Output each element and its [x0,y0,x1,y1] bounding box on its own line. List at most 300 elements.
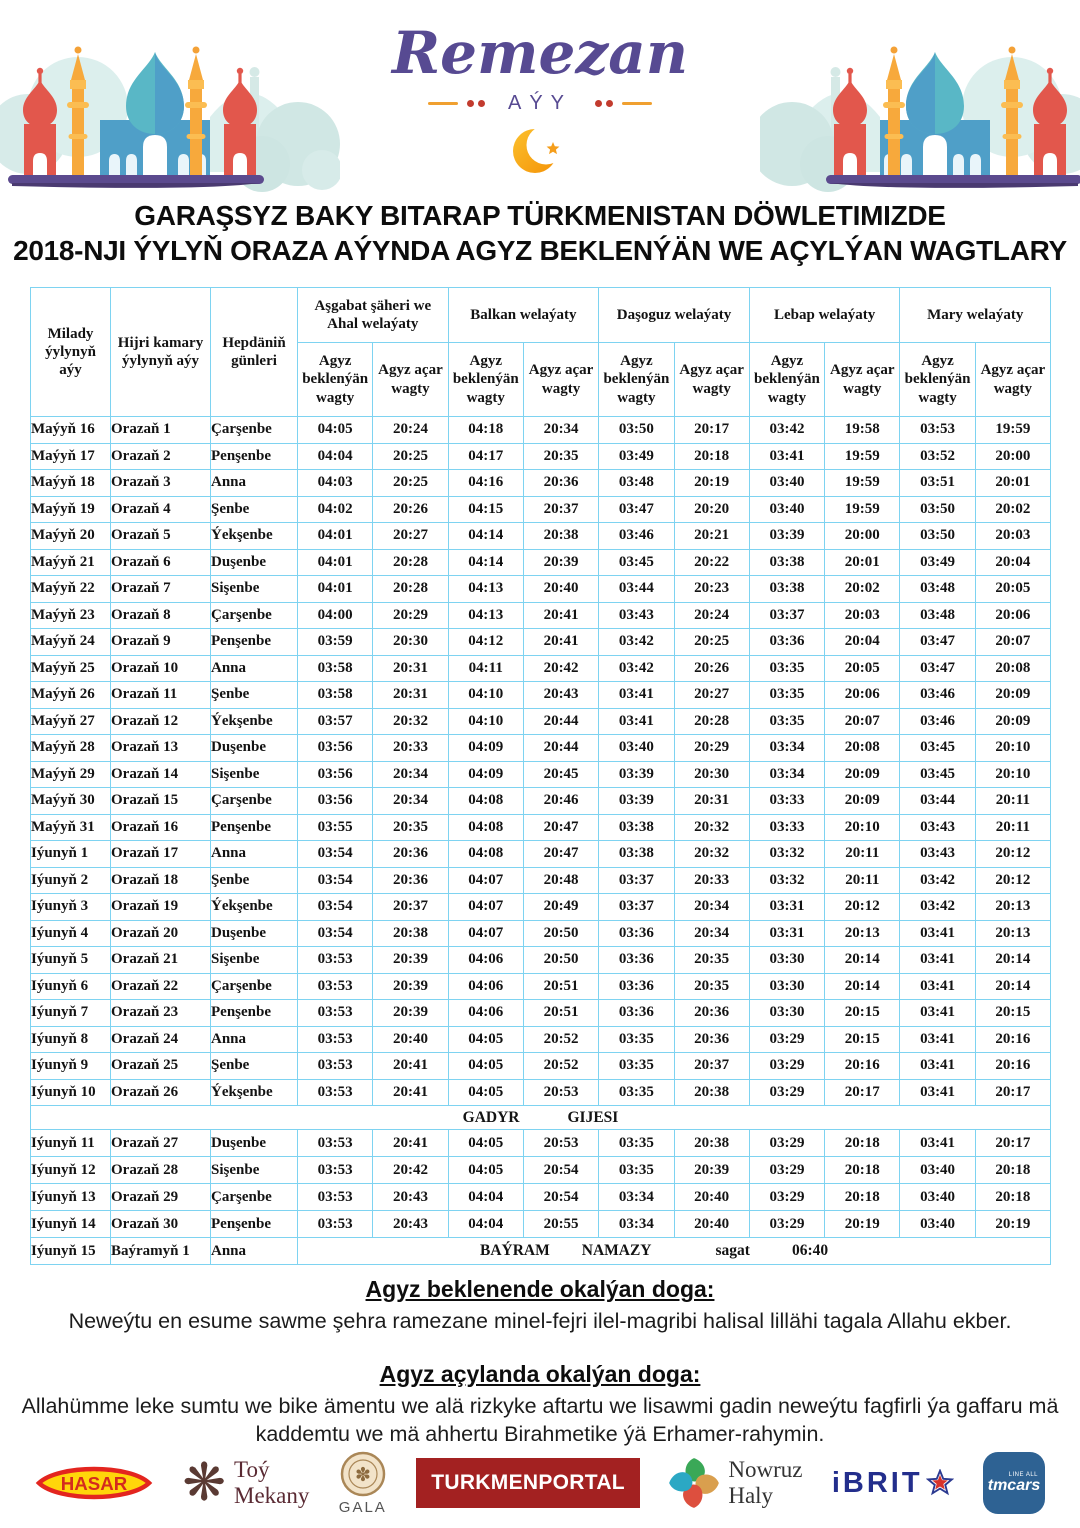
region-header-row [31,288,1051,343]
cell-time-3: 20:53 [523,1079,598,1106]
cell-time-0: 03:54 [298,920,373,947]
cell-time-2: 04:11 [448,655,523,682]
cell-miladi: Maýyň 19 [31,496,111,523]
cell-time-9: 20:16 [975,1026,1050,1053]
cell-time-7: 20:11 [825,841,900,868]
cell-time-1: 20:41 [373,1079,448,1106]
cell-time-1: 20:42 [373,1157,448,1184]
cell-time-7: 20:01 [825,549,900,576]
gadyr-label: GADYR [462,1108,520,1126]
cell-time-5: 20:38 [674,1079,749,1106]
cell-time-4: 03:38 [599,841,674,868]
cell-time-8: 03:41 [900,920,975,947]
cell-time-5: 20:34 [674,920,749,947]
cell-time-2: 04:09 [448,761,523,788]
table-row [31,629,1051,656]
gijesi-label: GIJESI [567,1108,619,1126]
cell-time-5: 20:30 [674,761,749,788]
ramadan-times-table [30,287,1051,1265]
cell-time-8: 03:53 [900,417,975,444]
prayer-text: Allahümme leke sumtu we bike ämentu we alä rizkyke aftartu we lisawmi gadin neweýtu fagfirli ýa gaffaru mä kaddemtu we mä ahhertu Birahmetike ýä Erhamer-rahymin. [21,1393,1059,1446]
cell-time-3: 20:52 [523,1026,598,1053]
cell-miladi: Maýyň 31 [31,814,111,841]
page-title [0,198,1080,269]
subheader-acar-2: Agyz açar wagty [674,343,749,417]
cell-hijri: Orazaň 4 [111,496,211,523]
cell-time-8: 03:51 [900,470,975,497]
cell-hijri: Orazaň 9 [111,629,211,656]
cell-time-4: 03:40 [599,735,674,762]
cell-time-6: 03:34 [749,761,824,788]
cell-time-5: 20:25 [674,629,749,656]
cell-time-4: 03:41 [599,708,674,735]
cell-time-4: 03:35 [599,1130,674,1157]
cell-time-7: 20:07 [825,708,900,735]
cell-time-9: 20:10 [975,735,1050,762]
cell-time-3: 20:40 [523,576,598,603]
cell-miladi: Maýyň 22 [31,576,111,603]
cell-time-0: 04:01 [298,576,373,603]
toy-line1: Toý [234,1456,270,1482]
cell-time-3: 20:54 [523,1157,598,1184]
cell-time-6: 03:29 [749,1184,824,1211]
cell-time-7: 20:18 [825,1157,900,1184]
cell-miladi: Maýyň 28 [31,735,111,762]
cell-time-4: 03:42 [599,629,674,656]
cell-weekday: Şenbe [211,1053,298,1080]
cell-weekday: Ýekşenbe [211,894,298,921]
cell-time-3: 20:44 [523,708,598,735]
cell-time-9: 20:19 [975,1211,1050,1238]
cell-time-9: 20:16 [975,1053,1050,1080]
cell-time-2: 04:16 [448,470,523,497]
logo-subtitle: AÝY [507,92,573,114]
prayer-heading: Agyz beklenende okalýan doga: [365,1276,715,1302]
cell-time-0: 03:53 [298,973,373,1000]
header-hijri: Hijri kamary ýylynyň aýy [111,288,211,417]
cell-time-2: 04:08 [448,841,523,868]
cell-time-5: 20:32 [674,814,749,841]
cell-time-6: 03:35 [749,682,824,709]
subheader-acar-0: Agyz açar wagty [373,343,448,417]
cell-time-7: 20:08 [825,735,900,762]
cell-time-2: 04:07 [448,894,523,921]
cell-time-5: 20:35 [674,947,749,974]
cell-time-1: 20:25 [373,443,448,470]
cell-time-8: 03:42 [900,894,975,921]
cell-time-7: 20:14 [825,947,900,974]
cell-miladi: Iýunyň 4 [31,920,111,947]
cell-time-8: 03:46 [900,708,975,735]
cell-time-9: 20:11 [975,814,1050,841]
cell-time-5: 20:40 [674,1211,749,1238]
cell-hijri: Orazaň 17 [111,841,211,868]
cell-time-8: 03:45 [900,761,975,788]
sponsor-hasar-logo [35,1457,153,1509]
cell-time-8: 03:46 [900,682,975,709]
cell-time-6: 03:38 [749,549,824,576]
table-row [31,947,1051,974]
header-weekday: Hepdäniň günleri [211,288,298,417]
cell-hijri: Orazaň 15 [111,788,211,815]
cell-time-4: 03:36 [599,920,674,947]
cell-time-7: 20:14 [825,973,900,1000]
cell-time-9: 20:01 [975,470,1050,497]
cell-time-5: 20:23 [674,576,749,603]
cell-hijri: Orazaň 29 [111,1184,211,1211]
cell-weekday: Sişenbe [211,576,298,603]
cell-time-3: 20:36 [523,470,598,497]
cell-time-5: 20:38 [674,1130,749,1157]
cell-hijri: Orazaň 12 [111,708,211,735]
cell-time-6: 03:40 [749,470,824,497]
cell-time-8: 03:48 [900,602,975,629]
cell-time-4: 03:37 [599,894,674,921]
cell-time-2: 04:07 [448,920,523,947]
cell-time-7: 20:05 [825,655,900,682]
cell-time-7: 20:04 [825,629,900,656]
table-row [31,814,1051,841]
cell-time-8: 03:42 [900,867,975,894]
cell-weekday: Anna [211,1026,298,1053]
cell-time-0: 03:55 [298,814,373,841]
cell-time-7: 20:09 [825,788,900,815]
cell-time-6: 03:30 [749,1000,824,1027]
subheader-beklenyan-0: Agyz beklenýän wagty [298,343,373,417]
sponsor-nowruz-haly-logo [669,1454,802,1512]
cell-time-7: 20:00 [825,523,900,550]
cell-hijri: Orazaň 19 [111,894,211,921]
cell-time-4: 03:36 [599,1000,674,1027]
cell-time-4: 03:39 [599,761,674,788]
cell-hijri: Orazaň 3 [111,470,211,497]
tmcars-label: tmcars [987,1477,1041,1494]
cell-time-1: 20:27 [373,523,448,550]
cell-time-5: 20:40 [674,1184,749,1211]
cell-time-0: 03:58 [298,655,373,682]
cell-weekday: Penşenbe [211,1211,298,1238]
cell-time-4: 03:48 [599,470,674,497]
cell-time-4: 03:36 [599,973,674,1000]
cell-miladi: Iýunyň 14 [31,1211,111,1238]
cell-time-2: 04:10 [448,708,523,735]
table-row [31,973,1051,1000]
cell-time-4: 03:45 [599,549,674,576]
cell-time-2: 04:14 [448,523,523,550]
cell-weekday: Anna [211,655,298,682]
table-row [31,867,1051,894]
cell-miladi: Maýyň 26 [31,682,111,709]
cell-time-0: 03:53 [298,1000,373,1027]
cell-time-2: 04:06 [448,947,523,974]
region-header-2: Daşoguz welaýaty [599,288,750,343]
cell-miladi: Iýunyň 1 [31,841,111,868]
sponsor-toy-mekany-logo [182,1454,310,1512]
cell-hijri: Orazaň 24 [111,1026,211,1053]
cell-time-5: 20:29 [674,735,749,762]
cell-time-2: 04:05 [448,1079,523,1106]
cell-miladi: Iýunyň 13 [31,1184,111,1211]
cell-weekday: Duşenbe [211,549,298,576]
cell-time-9: 20:05 [975,576,1050,603]
title-line-2: 2018-NJI ÝYLYŇ ORAZA AÝYNDA AGYZ BEKLENÝÄN WE AÇYLÝAN WAGTLARY [13,235,1067,267]
cell-time-3: 20:51 [523,1000,598,1027]
cell-time-2: 04:09 [448,735,523,762]
cell-time-9: 20:10 [975,761,1050,788]
subheader-acar-3: Agyz açar wagty [825,343,900,417]
cell-time-1: 20:36 [373,841,448,868]
cell-time-2: 04:05 [448,1026,523,1053]
nowruz-pinwheel-icon [669,1454,719,1512]
cell-hijri: Orazaň 5 [111,523,211,550]
cell-weekday: Sişenbe [211,947,298,974]
cell-time-9: 20:06 [975,602,1050,629]
cell-time-8: 03:40 [900,1184,975,1211]
cell-time-5: 20:31 [674,788,749,815]
decorative-dots-right [595,100,613,107]
cell-time-2: 04:18 [448,417,523,444]
cell-weekday: Ýekşenbe [211,708,298,735]
cell-time-3: 20:44 [523,735,598,762]
cell-time-0: 03:53 [298,1026,373,1053]
bayram-part-2: sagat [715,1242,750,1259]
table-row [31,655,1051,682]
cell-time-6: 03:29 [749,1079,824,1106]
cell-time-4: 03:49 [599,443,674,470]
cell-time-3: 20:51 [523,973,598,1000]
cell-time-7: 20:17 [825,1079,900,1106]
cell-time-9: 20:13 [975,894,1050,921]
cell-weekday: Çarşenbe [211,602,298,629]
cell-weekday: Çarşenbe [211,788,298,815]
cell-time-1: 20:36 [373,867,448,894]
cell-time-1: 20:28 [373,549,448,576]
cell-time-3: 20:46 [523,788,598,815]
cell-time-0: 04:02 [298,496,373,523]
table-row [31,496,1051,523]
cell-time-7: 20:15 [825,1000,900,1027]
cell-time-6: 03:29 [749,1211,824,1238]
bayram-part-3: 06:40 [791,1242,829,1259]
gala-medallion-icon [339,1450,387,1498]
cell-time-9: 20:11 [975,788,1050,815]
cell-time-1: 20:29 [373,602,448,629]
cell-time-3: 20:47 [523,841,598,868]
cell-miladi: Maýyň 23 [31,602,111,629]
cell-time-0: 03:58 [298,682,373,709]
cell-time-1: 20:34 [373,761,448,788]
bayram-namazy-cell [298,1238,1051,1265]
cell-weekday: Ýekşenbe [211,523,298,550]
cell-time-0: 03:53 [298,1157,373,1184]
cell-time-7: 19:58 [825,417,900,444]
cell-time-3: 20:48 [523,867,598,894]
cell-time-8: 03:41 [900,1130,975,1157]
table-row [31,1079,1051,1106]
cell-time-3: 20:35 [523,443,598,470]
cell-time-7: 20:19 [825,1211,900,1238]
cell-weekday: Penşenbe [211,629,298,656]
table-row [31,1211,1051,1238]
cell-time-3: 20:43 [523,682,598,709]
cell-hijri: Orazaň 25 [111,1053,211,1080]
cell-time-2: 04:07 [448,867,523,894]
cell-time-5: 20:33 [674,867,749,894]
cell-miladi: Maýyň 18 [31,470,111,497]
cell-weekday: Sişenbe [211,761,298,788]
cell-hijri: Orazaň 2 [111,443,211,470]
subheader-beklenyan-1: Agyz beklenýän wagty [448,343,523,417]
cell-time-9: 20:09 [975,708,1050,735]
cell-time-1: 20:31 [373,682,448,709]
cell-time-7: 20:18 [825,1130,900,1157]
cell-time-4: 03:35 [599,1026,674,1053]
cell-weekday: Şenbe [211,867,298,894]
header-miladi: Milady ýylynyň aýy [31,288,111,417]
table-row [31,1000,1051,1027]
cell-time-5: 20:34 [674,894,749,921]
table-row [31,1130,1051,1157]
cell-time-5: 20:32 [674,841,749,868]
cell-time-7: 20:09 [825,761,900,788]
svg-text:✽: ✽ [354,1465,371,1486]
cell-time-0: 03:53 [298,1184,373,1211]
cell-hijri: Orazaň 14 [111,761,211,788]
cell-time-5: 20:36 [674,1000,749,1027]
cell-time-4: 03:43 [599,602,674,629]
cell-time-4: 03:35 [599,1157,674,1184]
cell-weekday: Ýekşenbe [211,1079,298,1106]
cell-time-2: 04:06 [448,1000,523,1027]
cell-miladi: Maýyň 25 [31,655,111,682]
cell-time-9: 20:18 [975,1157,1050,1184]
cell-time-4: 03:36 [599,947,674,974]
cell-weekday: Penşenbe [211,814,298,841]
cell-time-6: 03:36 [749,629,824,656]
gadyr-gijesi-row [31,1106,1051,1130]
table-row [31,602,1051,629]
cell-time-0: 03:53 [298,1053,373,1080]
cell-time-6: 03:29 [749,1053,824,1080]
cell-time-2: 04:13 [448,576,523,603]
prayer-breaking-fast [0,1361,1080,1449]
cell-time-4: 03:39 [599,788,674,815]
table-row [31,443,1051,470]
cell-time-7: 20:16 [825,1053,900,1080]
cell-time-9: 20:17 [975,1130,1050,1157]
subheader-beklenyan-4: Agyz beklenýän wagty [900,343,975,417]
cell-miladi: Maýyň 29 [31,761,111,788]
cell-time-7: 20:15 [825,1026,900,1053]
crescent-moon-icon [509,121,571,179]
cell-time-5: 20:26 [674,655,749,682]
cell-time-8: 03:47 [900,655,975,682]
cell-time-7: 20:12 [825,894,900,921]
cell-time-3: 20:38 [523,523,598,550]
table-row [31,761,1051,788]
cell-hijri: Orazaň 10 [111,655,211,682]
cell-time-1: 20:31 [373,655,448,682]
cell-hijri: Orazaň 22 [111,973,211,1000]
cell-time-8: 03:48 [900,576,975,603]
cell-time-0: 03:56 [298,761,373,788]
cell-time-3: 20:42 [523,655,598,682]
cell-time-9: 20:07 [975,629,1050,656]
cell-time-0: 04:05 [298,417,373,444]
cell-time-1: 20:43 [373,1184,448,1211]
cell-miladi: Iýunyň 12 [31,1157,111,1184]
cell-time-3: 20:55 [523,1211,598,1238]
cell-time-8: 03:41 [900,1026,975,1053]
cell-time-7: 20:02 [825,576,900,603]
cell-time-1: 20:25 [373,470,448,497]
cell-time-4: 03:44 [599,576,674,603]
region-header-0: Aşgabat şäheri we Ahal welaýaty [298,288,449,343]
cell-time-0: 03:56 [298,788,373,815]
cell-weekday: Çarşenbe [211,417,298,444]
cell-time-5: 20:20 [674,496,749,523]
gala-label: GALA [338,1499,387,1516]
cell-time-5: 20:28 [674,708,749,735]
cell-time-6: 03:29 [749,1130,824,1157]
cell-time-0: 03:53 [298,1211,373,1238]
cell-time-0: 04:03 [298,470,373,497]
bayram-part-0: BAÝRAM [480,1242,550,1259]
cell-time-2: 04:08 [448,788,523,815]
logo-title: Remezan [391,19,689,87]
cell-time-0: 04:04 [298,443,373,470]
cell-time-8: 03:47 [900,629,975,656]
cell-time-4: 03:41 [599,682,674,709]
cell-time-6: 03:31 [749,920,824,947]
prayers-section [0,1276,1080,1449]
cell-time-9: 20:15 [975,1000,1050,1027]
cell-hijri: Orazaň 18 [111,867,211,894]
cell-time-1: 20:28 [373,576,448,603]
cell-time-3: 20:47 [523,814,598,841]
region-header-4: Mary welaýaty [900,288,1051,343]
cell-time-9: 20:00 [975,443,1050,470]
table-row [31,549,1051,576]
cell-weekday: Anna [211,841,298,868]
sponsor-turkmenportal-logo [416,1458,640,1508]
cell-time-2: 04:05 [448,1053,523,1080]
cell-time-7: 20:03 [825,602,900,629]
cell-time-2: 04:05 [448,1130,523,1157]
cell-weekday: Penşenbe [211,1000,298,1027]
cell-time-3: 20:45 [523,761,598,788]
cell-time-6: 03:35 [749,708,824,735]
cell-time-8: 03:41 [900,973,975,1000]
cell-weekday: Duşenbe [211,920,298,947]
cell-miladi: Iýunyň 15 [31,1238,111,1265]
cell-miladi: Iýunyň 10 [31,1079,111,1106]
cell-time-0: 03:53 [298,1130,373,1157]
cell-hijri: Orazaň 1 [111,417,211,444]
decorative-dots-left [467,100,485,107]
cell-time-6: 03:41 [749,443,824,470]
cell-time-8: 03:52 [900,443,975,470]
cell-hijri: Baýramyň 1 [111,1238,211,1265]
cell-miladi: Maýyň 21 [31,549,111,576]
times-table-body [31,417,1051,1265]
cell-time-0: 03:53 [298,1079,373,1106]
cell-time-8: 03:50 [900,496,975,523]
cell-hijri: Orazaň 26 [111,1079,211,1106]
cell-hijri: Orazaň 27 [111,1130,211,1157]
cell-time-3: 20:52 [523,1053,598,1080]
svg-text:HASAR: HASAR [60,1472,128,1494]
